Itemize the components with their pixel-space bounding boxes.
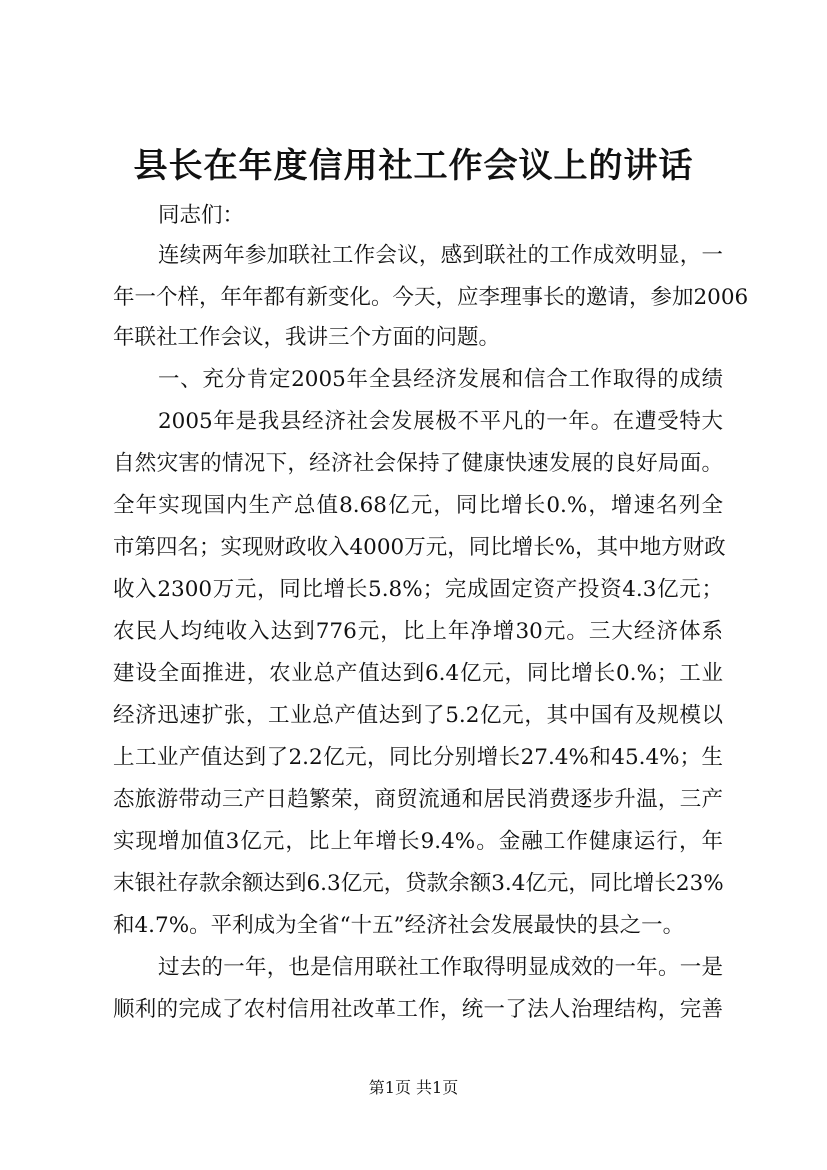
paragraph-line: 全年实现国内生产总值8.68亿元，同比增长0.%，增速名列全	[113, 493, 723, 518]
paragraph-line: 和4.7%。平利成为全省“十五”经济社会发展最快的县之一。	[113, 913, 685, 938]
paragraph-line: 经济迅速扩张，工业总产值达到了5.2亿元，其中国有及规模以	[113, 703, 723, 728]
section-heading: 一、充分肯定2005年全县经济发展和信合工作取得的成绩	[158, 367, 723, 392]
document-title: 县长在年度信用社工作会议上的讲话	[133, 146, 694, 186]
paragraph-line: 顺利的完成了农村信用社改革工作，统一了法人治理结构，完善	[113, 997, 723, 1022]
paragraph-line: 农民人均纯收入达到776元，比上年净增30元。三大经济体系	[113, 619, 723, 644]
salutation-line: 同志们：	[158, 203, 245, 228]
paragraph-line: 收入2300万元，同比增长5.8%；完成固定资产投资4.3亿元；	[113, 577, 723, 602]
paragraph-line: 连续两年参加联社工作会议，感到联社的工作成效明显，一	[158, 243, 723, 268]
paragraph-line: 过去的一年，也是信用联社工作取得明显成效的一年。一是	[158, 955, 723, 980]
paragraph-line: 建设全面推进，农业总产值达到6.4亿元，同比增长0.%；工业	[113, 661, 723, 686]
paragraph-line: 末银社存款余额达到6.3亿元，贷款余额3.4亿元，同比增长23%	[113, 871, 724, 896]
paragraph-line: 自然灾害的情况下，经济社会保持了健康快速发展的良好局面。	[113, 451, 723, 476]
paragraph-line: 年一个样，年年都有新变化。今天，应李理事长的邀请，参加2006	[113, 285, 749, 310]
paragraph-line: 年联社工作会议，我讲三个方面的问题。	[113, 325, 501, 350]
paragraph-line: 态旅游带动三产日趋繁荣，商贸流通和居民消费逐步升温，三产	[113, 787, 723, 812]
paragraph-line: 实现增加值3亿元，比上年增长9.4%。金融工作健康运行，年	[113, 829, 723, 854]
page-number: 第1页 共1页	[368, 1078, 459, 1097]
paragraph-line: 上工业产值达到了2.2亿元，同比分别增长27.4%和45.4%；生	[113, 745, 723, 770]
paragraph-line: 市第四名；实现财政收入4000万元，同比增长%，其中地方财政	[113, 535, 726, 560]
paragraph-line: 2005年是我县经济社会发展极不平凡的一年。在遭受特大	[158, 409, 723, 434]
